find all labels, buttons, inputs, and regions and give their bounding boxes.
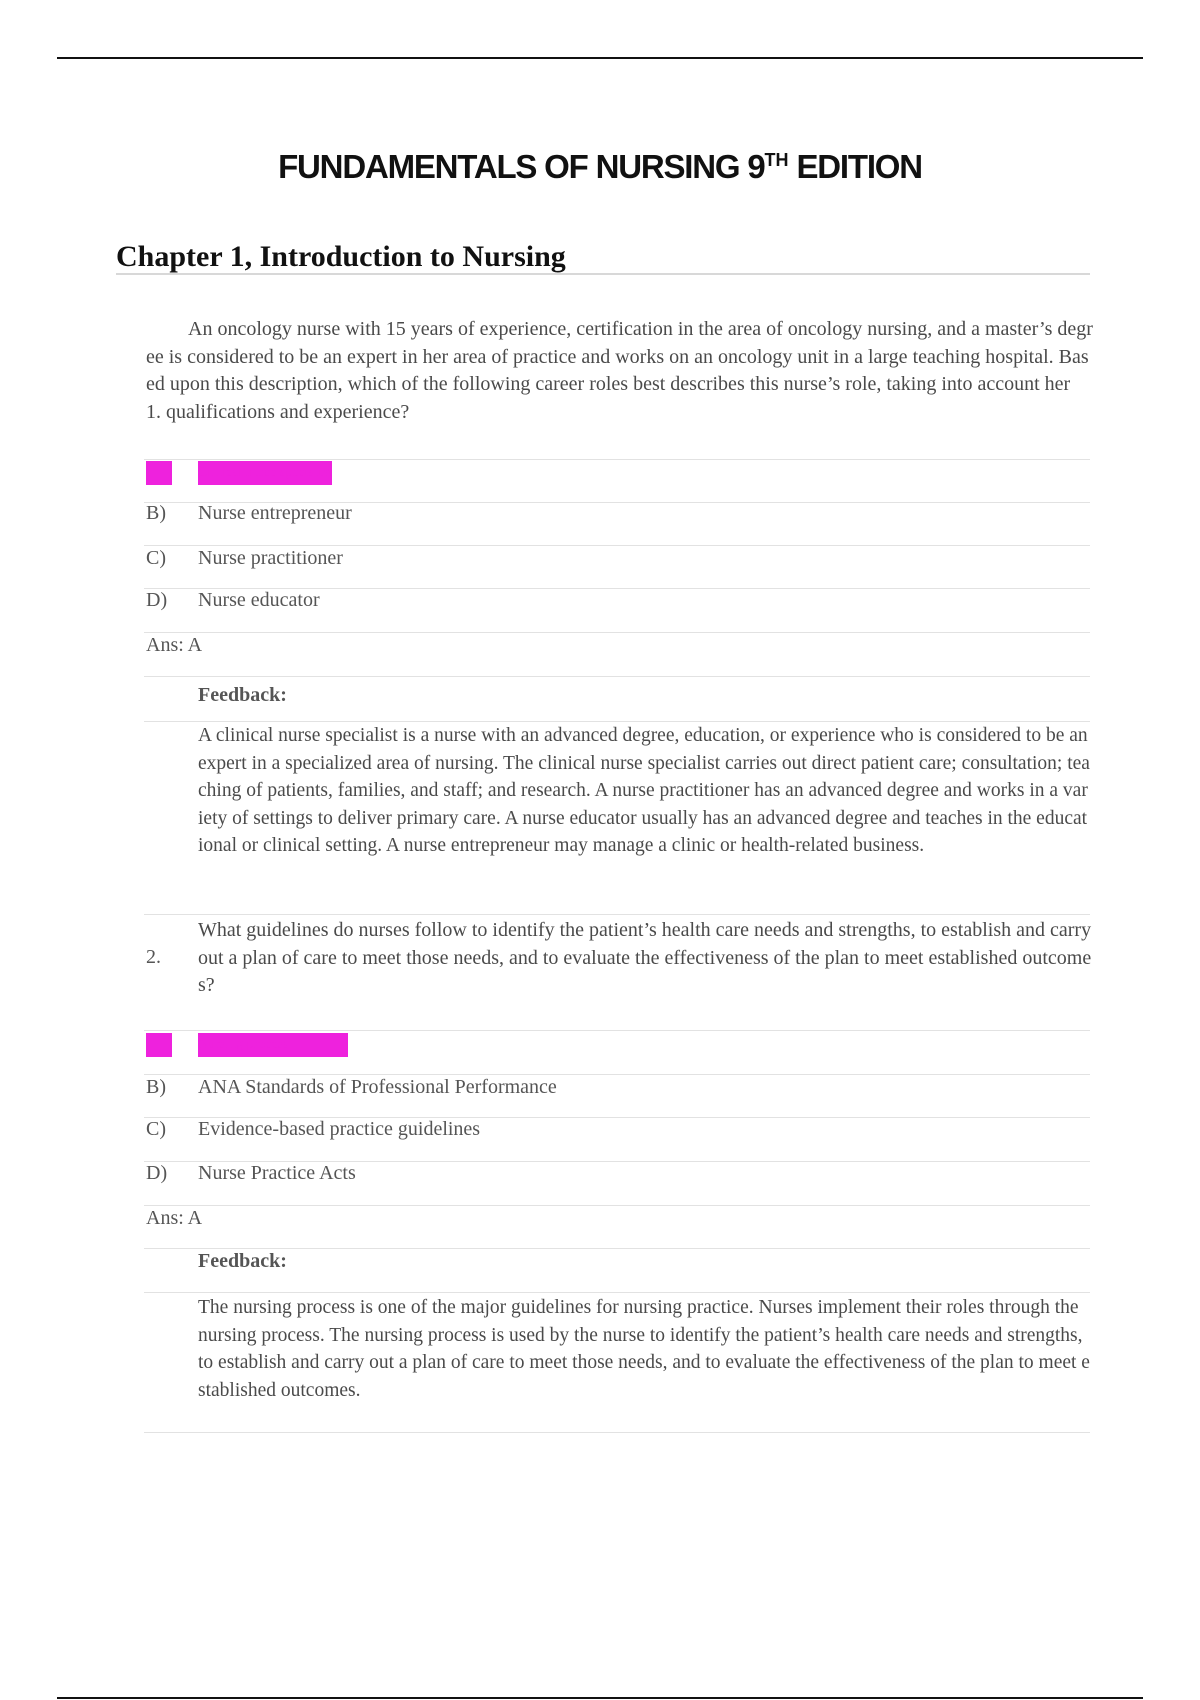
title-superscript: TH [764,150,789,170]
divider [144,1432,1090,1433]
option-letter: B) [146,502,166,524]
question-1-answer: Ans: A [146,634,203,656]
divider [144,676,1090,677]
option-letter: D) [146,1162,168,1184]
option-text: Nurse entrepreneur [198,502,352,524]
question-1-stem-text: An oncology nurse with 15 years of experience, certification in the area of oncology nursing, and a master’s degree is considered to be an expert in her area of practice and works on an oncology unit in a large teaching hospital. Based upon this description, which of the following career roles best describes this nurse’s role, taking into account her [146,318,1093,395]
divider [144,545,1090,546]
option-letter: D) [146,589,168,611]
option-text: Nurse educator [198,589,320,611]
divider [144,632,1090,633]
divider [144,914,1090,915]
document-title [0,148,1200,186]
question-2-option-d[interactable] [146,1162,1090,1192]
option-text: ANA Standards of Professional Performance [198,1076,557,1098]
option-letter: C) [146,1118,166,1140]
question-1-option-a[interactable] [146,459,1090,489]
option-letter: B) [146,1076,166,1098]
question-1-stem [146,316,1096,426]
highlight-mark [146,1033,172,1057]
question-2-option-a[interactable] [146,1031,1090,1061]
question-1-feedback-text: A clinical nurse specialist is a nurse with an advanced degree, education, or experience who is considered to be an expert in a specialized area of nursing. The clinical nurse specialist carries out direct patient care; consultation; teaching of patients, families, and staff; and research. A nurse practitioner has an advanced degree and works in a variety of settings to deliver primary care. A nurse educator usually has an advanced degree and teaches in the educational or clinical setting. A nurse entrepreneur may manage a clinic or health-related business. [198,725,1090,856]
question-2-option-a-text: Nursing process [198,1033,348,1057]
divider [144,1292,1090,1293]
top-rule [57,57,1143,59]
question-2-number: 2. [146,946,161,968]
question-1-number-line: 1. qualifications and experience? [146,400,410,423]
highlight-mark [146,461,172,485]
question-2-answer: Ans: A [146,1207,203,1229]
chapter-underline [116,273,1090,275]
question-1-option-d[interactable] [146,589,1090,619]
question-1-feedback-label: Feedback: [198,684,287,706]
divider [144,1205,1090,1206]
question-1-option-a-text: Clinical nurse specialist [198,461,332,485]
option-text: Nurse practitioner [198,547,343,569]
question-2-feedback-label: Feedback: [198,1250,287,1272]
option-text: Nurse Practice Acts [198,1162,356,1184]
divider [144,1248,1090,1249]
question-2-option-b[interactable] [146,1076,1090,1106]
question-2-stem: What guidelines do nurses follow to identify the patient’s health care needs and strengths, to establish and carry out a plan of care to meet those needs, and to evaluate the effectiveness of the plan to meet established outcomes? [198,919,1092,996]
question-1-option-c[interactable] [146,547,1090,577]
chapter-heading: Chapter 1, Introduction to Nursing [116,240,566,273]
option-text: Evidence-based practice guidelines [198,1118,481,1140]
question-1-option-b[interactable] [146,502,1090,532]
title-end: EDITION [788,148,922,185]
title-main: FUNDAMENTALS OF NURSING 9 [278,148,765,185]
question-2-feedback-text: The nursing process is one of the major guidelines for nursing practice. Nurses implement their roles through the nursing process. The nursing process is used by the nurse to identify the patient’s health care needs and strengths, to establish and carry out a plan of care to meet those needs, and to evaluate the effectiveness of the plan to meet established outcomes. [198,1297,1090,1401]
option-letter: C) [146,547,166,569]
question-2-option-c[interactable] [146,1118,1090,1148]
divider [144,1074,1090,1075]
bottom-rule [57,1697,1143,1699]
